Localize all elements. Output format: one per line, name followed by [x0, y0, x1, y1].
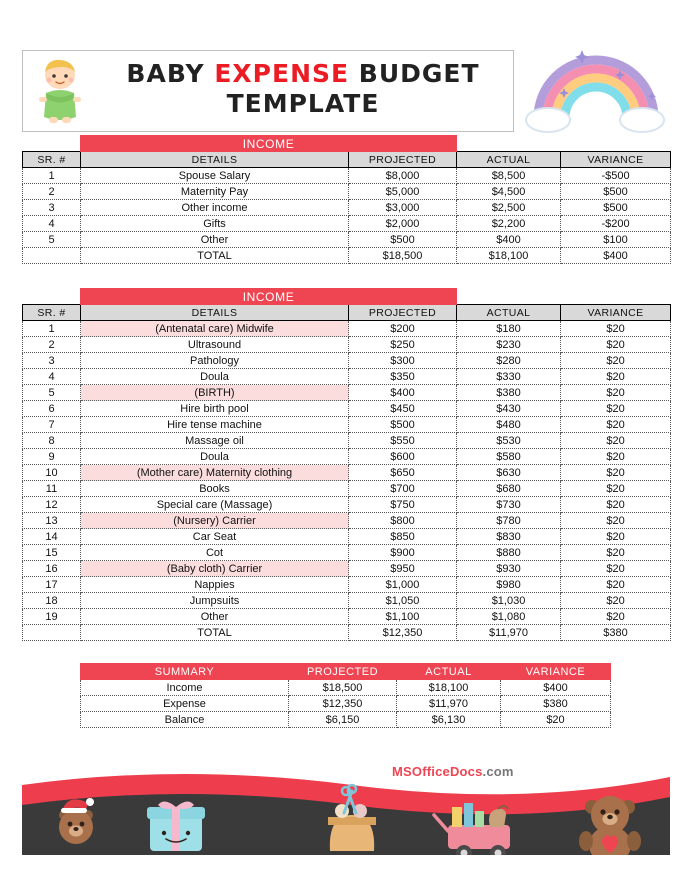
table-row: [23, 497, 671, 513]
expense-row-actual: $1,080: [457, 609, 561, 625]
expense-row-sr: 1: [23, 321, 81, 337]
table-row: [23, 184, 671, 200]
section-gap: [22, 264, 670, 288]
table-row: [23, 168, 671, 184]
expense-table-body: [23, 289, 671, 641]
summary-row-variance: $20: [501, 712, 611, 728]
worksheet: [22, 40, 670, 855]
watermark-text: MSOfficeDocs: [392, 764, 483, 779]
expense-row-item: Carrier: [225, 562, 263, 575]
expense-row-variance: $20: [561, 609, 671, 625]
expense-row-variance: $20: [561, 577, 671, 593]
summary-row-label: Expense: [81, 696, 289, 712]
expense-row-actual: $930: [457, 561, 561, 577]
income-total-row: [23, 248, 671, 264]
expense-row-actual: $580: [457, 449, 561, 465]
footer-decoration: [22, 763, 670, 855]
expense-row-variance: $20: [561, 385, 671, 401]
table-row: [23, 337, 671, 353]
expense-row-actual: $780: [457, 513, 561, 529]
summary-row-label: Income: [81, 680, 289, 696]
expense-row-variance: $20: [561, 561, 671, 577]
income-row-actual: $4,500: [457, 184, 561, 200]
income-row-details: Gifts: [81, 216, 349, 232]
expense-header-details: DETAILS: [81, 305, 349, 321]
income-total-actual: $18,100: [457, 248, 561, 264]
expense-row-sr: 3: [23, 353, 81, 369]
expense-row-projected: $800: [349, 513, 457, 529]
expense-row-details: (BIRTH): [81, 385, 349, 401]
table-row: [81, 696, 611, 712]
table-row: [23, 593, 671, 609]
expense-table: [22, 288, 671, 641]
summary-balance-row: [81, 712, 611, 728]
income-row-sr: 4: [23, 216, 81, 232]
income-row-sr: 3: [23, 200, 81, 216]
income-row-details: Other: [81, 232, 349, 248]
summary-row-actual: $11,970: [397, 696, 501, 712]
expense-row-projected: $700: [349, 481, 457, 497]
income-row-details: Spouse Salary: [81, 168, 349, 184]
expense-row-sr: 12: [23, 497, 81, 513]
spacer-cell: [23, 136, 81, 152]
expense-row-details: Pathology: [81, 353, 349, 369]
expense-row-sr: 5: [23, 385, 81, 401]
income-total-blank: [23, 248, 81, 264]
expense-total-row: [23, 625, 671, 641]
summary-table: [80, 663, 611, 728]
income-row-sr: 2: [23, 184, 81, 200]
summary-row-projected: $12,350: [289, 696, 397, 712]
expense-row-projected: $750: [349, 497, 457, 513]
expense-row-sr: 2: [23, 337, 81, 353]
income-row-actual: $2,500: [457, 200, 561, 216]
expense-row-details: [81, 465, 349, 481]
expense-row-variance: $20: [561, 593, 671, 609]
expense-row-variance: $20: [561, 369, 671, 385]
income-row-sr: 5: [23, 232, 81, 248]
expense-row-variance: $20: [561, 337, 671, 353]
expense-row-actual: $730: [457, 497, 561, 513]
income-header-actual: ACTUAL: [457, 152, 561, 168]
expense-row-projected: $600: [349, 449, 457, 465]
table-row: [23, 561, 671, 577]
expense-row-sr: 17: [23, 577, 81, 593]
spacer-cell: [23, 289, 81, 305]
expense-header-variance: VARIANCE: [561, 305, 671, 321]
income-row-projected: $5,000: [349, 184, 457, 200]
expense-row-sr: 15: [23, 545, 81, 561]
table-row: [23, 321, 671, 337]
expense-row-actual: $830: [457, 529, 561, 545]
expense-row-category: (Antenatal care): [155, 322, 234, 335]
income-header-row: [23, 152, 671, 168]
income-total-projected: $18,500: [349, 248, 457, 264]
footer-illustration: [22, 763, 670, 855]
table-row: [23, 609, 671, 625]
expense-row-actual: $480: [457, 417, 561, 433]
table-row: [23, 232, 671, 248]
expense-row-actual: $530: [457, 433, 561, 449]
expense-banner-row: [23, 289, 671, 305]
summary-header-label: SUMMARY: [81, 664, 289, 680]
summary-header-row: [81, 664, 611, 680]
expense-row-variance: $20: [561, 513, 671, 529]
income-banner: INCOME: [81, 136, 457, 152]
expense-row-actual: $880: [457, 545, 561, 561]
income-total-label: TOTAL: [81, 248, 349, 264]
income-row-actual: $2,200: [457, 216, 561, 232]
expense-row-details: [81, 513, 349, 529]
table-row: [23, 385, 671, 401]
income-table-body: [23, 136, 671, 264]
expense-row-variance: $20: [561, 321, 671, 337]
expense-row-variance: $20: [561, 353, 671, 369]
summary-table-body: [81, 664, 611, 728]
summary-row-variance: $380: [501, 696, 611, 712]
income-row-variance: $500: [561, 184, 671, 200]
income-row-details: Maternity Pay: [81, 184, 349, 200]
summary-header-actual: ACTUAL: [397, 664, 501, 680]
expense-row-sr: 9: [23, 449, 81, 465]
income-row-projected: $2,000: [349, 216, 457, 232]
expense-total-projected: $12,350: [349, 625, 457, 641]
expense-row-actual: $430: [457, 401, 561, 417]
expense-total-blank: [23, 625, 81, 641]
income-row-details: Other income: [81, 200, 349, 216]
table-row: [23, 353, 671, 369]
expense-row-details: Nappies: [81, 577, 349, 593]
expense-row-projected: $650: [349, 465, 457, 481]
expense-row-projected: $450: [349, 401, 457, 417]
expense-row-variance: $20: [561, 497, 671, 513]
expense-row-projected: $300: [349, 353, 457, 369]
expense-row-details: Car Seat: [81, 529, 349, 545]
spacer-cell: [561, 136, 671, 152]
expense-row-variance: $20: [561, 401, 671, 417]
expense-row-details: Other: [81, 609, 349, 625]
expense-row-actual: $1,030: [457, 593, 561, 609]
expense-row-category: (Mother care): [136, 466, 203, 479]
expense-row-variance: $20: [561, 545, 671, 561]
summary-row-projected: $6,150: [289, 712, 397, 728]
income-table: [22, 135, 671, 264]
expense-row-actual: $330: [457, 369, 561, 385]
expense-row-sr: 14: [23, 529, 81, 545]
expense-row-variance: $20: [561, 433, 671, 449]
income-row-actual: $8,500: [457, 168, 561, 184]
table-row: [23, 369, 671, 385]
table-row: [23, 200, 671, 216]
expense-row-details: Cot: [81, 545, 349, 561]
expense-row-projected: $850: [349, 529, 457, 545]
income-row-sr: 1: [23, 168, 81, 184]
income-row-variance: -$500: [561, 168, 671, 184]
expense-row-details: Hire tense machine: [81, 417, 349, 433]
page-title: [103, 59, 503, 119]
income-header-details: DETAILS: [81, 152, 349, 168]
expense-row-sr: 6: [23, 401, 81, 417]
title-part-1: BABY: [126, 59, 215, 88]
summary-row-variance: $400: [501, 680, 611, 696]
expense-row-details: [81, 321, 349, 337]
income-row-variance: -$200: [561, 216, 671, 232]
expense-row-sr: 19: [23, 609, 81, 625]
expense-row-details: Books: [81, 481, 349, 497]
title-box: [22, 50, 514, 132]
expense-header-actual: ACTUAL: [457, 305, 561, 321]
summary-row-projected: $18,500: [289, 680, 397, 696]
income-header-variance: VARIANCE: [561, 152, 671, 168]
income-row-projected: $3,000: [349, 200, 457, 216]
summary-header-variance: VARIANCE: [501, 664, 611, 680]
expense-row-actual: $680: [457, 481, 561, 497]
table-row: [23, 433, 671, 449]
expense-row-sr: 18: [23, 593, 81, 609]
expense-row-sr: 10: [23, 465, 81, 481]
expense-total-label: TOTAL: [81, 625, 349, 641]
watermark-logo: [392, 764, 514, 779]
expense-row-variance: $20: [561, 529, 671, 545]
rainbow-icon: [520, 40, 670, 135]
expense-row-projected: $900: [349, 545, 457, 561]
expense-row-projected: $550: [349, 433, 457, 449]
expense-row-variance: $20: [561, 417, 671, 433]
expense-row-details: Special care (Massage): [81, 497, 349, 513]
summary-header-projected: PROJECTED: [289, 664, 397, 680]
income-header-projected: PROJECTED: [349, 152, 457, 168]
spacer-cell: [457, 289, 561, 305]
expense-row-details: [81, 561, 349, 577]
expense-row-variance: $20: [561, 465, 671, 481]
title-line-2: TEMPLATE: [226, 89, 380, 118]
table-row: [23, 529, 671, 545]
expense-row-projected: $250: [349, 337, 457, 353]
document-header: [22, 40, 670, 135]
title-part-2: BUDGET: [349, 59, 480, 88]
expense-row-sr: 16: [23, 561, 81, 577]
table-row: [23, 449, 671, 465]
table-row: [23, 545, 671, 561]
spacer-cell: [457, 136, 561, 152]
expense-row-sr: 4: [23, 369, 81, 385]
expense-total-actual: $11,970: [457, 625, 561, 641]
expense-row-details: Massage oil: [81, 433, 349, 449]
expense-row-details: Jumpsuits: [81, 593, 349, 609]
income-total-variance: $400: [561, 248, 671, 264]
table-row: [23, 481, 671, 497]
income-row-actual: $400: [457, 232, 561, 248]
table-row: [23, 577, 671, 593]
income-header-sr: SR. #: [23, 152, 81, 168]
spacer-cell: [561, 289, 671, 305]
expense-row-item: Maternity clothing: [202, 466, 293, 479]
expense-row-actual: $630: [457, 465, 561, 481]
expense-row-variance: $20: [561, 449, 671, 465]
expense-row-category: (Baby cloth): [166, 562, 226, 575]
table-row: [23, 513, 671, 529]
expense-row-projected: $500: [349, 417, 457, 433]
expense-row-sr: 7: [23, 417, 81, 433]
income-row-projected: $8,000: [349, 168, 457, 184]
expense-row-actual: $180: [457, 321, 561, 337]
expense-row-projected: $400: [349, 385, 457, 401]
expense-total-variance: $380: [561, 625, 671, 641]
summary-row-label: Balance: [81, 712, 289, 728]
expense-row-item: Carrier: [219, 514, 256, 527]
expense-row-category: (Nursery): [173, 514, 220, 527]
income-row-variance: $500: [561, 200, 671, 216]
expense-row-projected: $1,000: [349, 577, 457, 593]
expense-row-actual: $380: [457, 385, 561, 401]
expense-row-projected: $950: [349, 561, 457, 577]
watermark-tail: .com: [482, 764, 514, 779]
expense-header-row: [23, 305, 671, 321]
expense-row-variance: $20: [561, 481, 671, 497]
expense-header-sr: SR. #: [23, 305, 81, 321]
table-row: [23, 417, 671, 433]
expense-row-projected: $200: [349, 321, 457, 337]
table-row: [23, 465, 671, 481]
expense-row-actual: $280: [457, 353, 561, 369]
summary-row-actual: $18,100: [397, 680, 501, 696]
expense-row-sr: 8: [23, 433, 81, 449]
expense-row-details: Hire birth pool: [81, 401, 349, 417]
expense-row-item: Midwife: [233, 322, 274, 335]
expense-header-projected: PROJECTED: [349, 305, 457, 321]
expense-row-details: Doula: [81, 449, 349, 465]
expense-row-actual: $980: [457, 577, 561, 593]
baby-icon: [29, 57, 91, 125]
income-banner-row: [23, 136, 671, 152]
title-accent: EXPENSE: [214, 59, 350, 88]
expense-row-projected: $1,050: [349, 593, 457, 609]
expense-row-projected: $350: [349, 369, 457, 385]
table-row: [23, 401, 671, 417]
expense-row-sr: 11: [23, 481, 81, 497]
section-gap: [22, 641, 670, 663]
expense-row-projected: $1,100: [349, 609, 457, 625]
table-row: [81, 680, 611, 696]
expense-banner: INCOME: [81, 289, 457, 305]
table-row: [23, 216, 671, 232]
income-row-projected: $500: [349, 232, 457, 248]
expense-row-sr: 13: [23, 513, 81, 529]
income-row-variance: $100: [561, 232, 671, 248]
expense-row-actual: $230: [457, 337, 561, 353]
expense-row-details: Doula: [81, 369, 349, 385]
expense-row-details: Ultrasound: [81, 337, 349, 353]
summary-row-actual: $6,130: [397, 712, 501, 728]
